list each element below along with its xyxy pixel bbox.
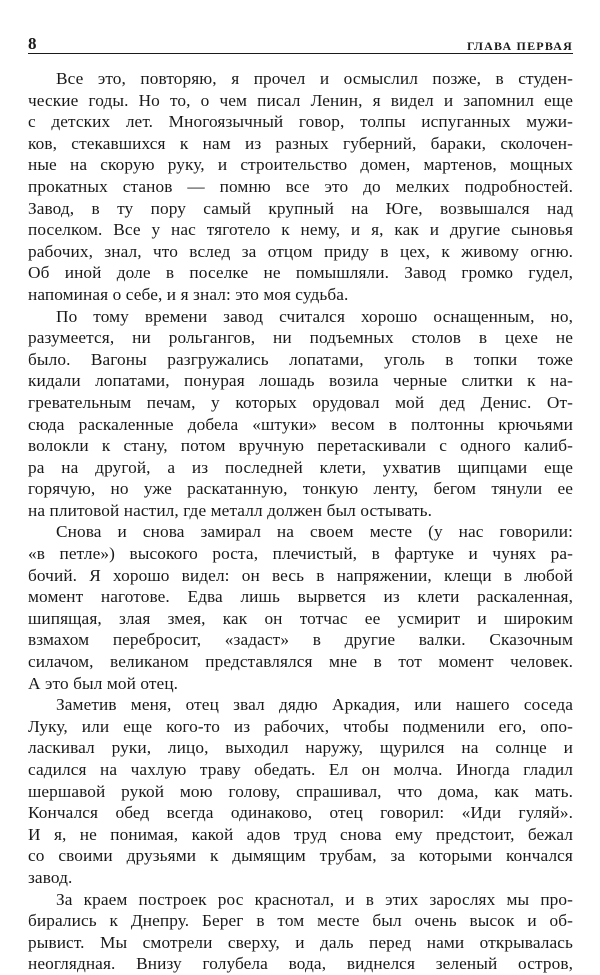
text-line: гревательным печам, у которых орудовал мой дед Денис. От- [28,392,573,412]
text-line: шипящая, злая змея, как он тотчас ее усмирит и широким [28,608,573,628]
paragraph [28,306,573,522]
text-line: волокли к стану, потом вручную перетаскивали с одного калиб- [28,436,573,456]
text-line: За краем построек рос краснотал, и в этих зарослях мы про- [56,889,573,909]
page-body [28,68,573,975]
text-line: завод. [28,867,73,887]
text-line: неоглядная. Внизу голубела вода, виднелся зеленый остров, [28,954,573,974]
text-line: А это был мой отец. [28,673,179,693]
text-line: По тому времени завод считался хорошо оснащенным, но, [56,306,573,326]
running-title: ГЛАВА ПЕРВАЯ [467,39,573,53]
paragraph [28,68,573,306]
text-line: на плитовой настил, где металл должен был остывать. [28,500,433,520]
text-line: Об иной доле в поселке не помышляли. Завод громко гудел, [28,263,573,283]
text-line: Заметив меня, отец звал дядю Аркадия, или нашего соседа [56,695,573,715]
text-line: ков, стекавшихся к нам из разных губерний, бараки, сколочен- [28,133,573,153]
text-line: силачом, великаном представлялся мне в тот момент человек. [28,652,573,672]
text-line: кидали лопатами, понурая лошадь возила черные слитки к на- [28,371,573,391]
text-line: ра на другой, а из последней клети, ухватив щипцами еще [28,457,573,477]
text-line: рывист. Мы смотрели сверху, и даль перед нами открывалась [28,932,573,952]
text-line: И я, не понимая, какой адов труд снова ему предстоит, бежал [28,824,573,844]
paragraph [28,889,573,975]
text-line: сюда раскаленные добела «штуки» весом в полтонны крючьями [28,414,573,434]
text-line: со своими друзьями к дымящим трубам, за которыми кончался [28,846,573,866]
page-number: 8 [28,34,37,53]
paragraph [28,694,573,888]
text-line: ческие годы. Но то, о чем писал Ленин, я видел и запомнил еще [28,90,573,110]
text-line: бочий. Я хорошо видел: он весь в напряжении, клещи в любой [28,565,573,585]
text-line: поселком. Все у нас тяготело к нему, и я, как и другие сыновья [28,220,573,240]
text-line: Завод, в ту пору самый крупный на Юге, возвышался над [28,198,573,218]
book-page [28,36,573,975]
text-line: Все это, повторяю, я прочел и осмыслил позже, в студен- [56,69,573,88]
text-line: прокатных станов — помню все это до мелких подробностей. [28,176,573,196]
text-line: садился на чахлую траву обедать. Ел он молча. Иногда гладил [28,760,573,779]
text-line: рабочих, знал, что вслед за отцом приду в цех, к живому огню. [28,241,573,261]
paragraph [28,521,573,694]
text-line: шершавой рукой мою голову, спрашивал, что дома, как мать. [28,781,573,801]
text-line: ласкивал руки, лицо, выходил наружу, щурился на солнце и [28,738,573,758]
text-line: было. Вагоны разгружались лопатами, уголь в топки тоже [28,349,573,369]
text-line: горячую, но уже раскатанную, тонкую ленту, бегом тянули ее [28,479,573,499]
text-line: Кончался обед всегда одинаково, отец говорил: «Иди гуляй». [28,803,573,823]
text-line: «в петле») высокого роста, плечистый, в фартуке и чунях ра- [28,544,573,564]
text-line: бирались к Днепру. Берег в том месте был очень высок и об- [28,911,573,931]
text-line: ные на скорую руку, и строительство домен, мартенов, мощных [28,155,573,175]
text-line: с детских лет. Многоязычный говор, толпы испуганных мужи- [28,112,573,132]
text-line: момент наготове. Едва лишь вырвется из клети раскаленная, [28,587,573,607]
text-line: взмахом перебросит, «задаст» в другие валки. Сказочным [28,630,573,650]
text-line: напоминая о себе, и я знал: это моя судьба. [28,284,349,304]
text-line: Снова и снова замирал на своем месте (у нас говорили: [56,522,573,542]
page-header [28,36,573,54]
text-line: разумеется, ни рольгангов, ни подъемных столов в цехе не [28,328,573,348]
text-line: Луку, или еще кого-то из рабочих, чтобы подменили его, опо- [28,716,573,736]
